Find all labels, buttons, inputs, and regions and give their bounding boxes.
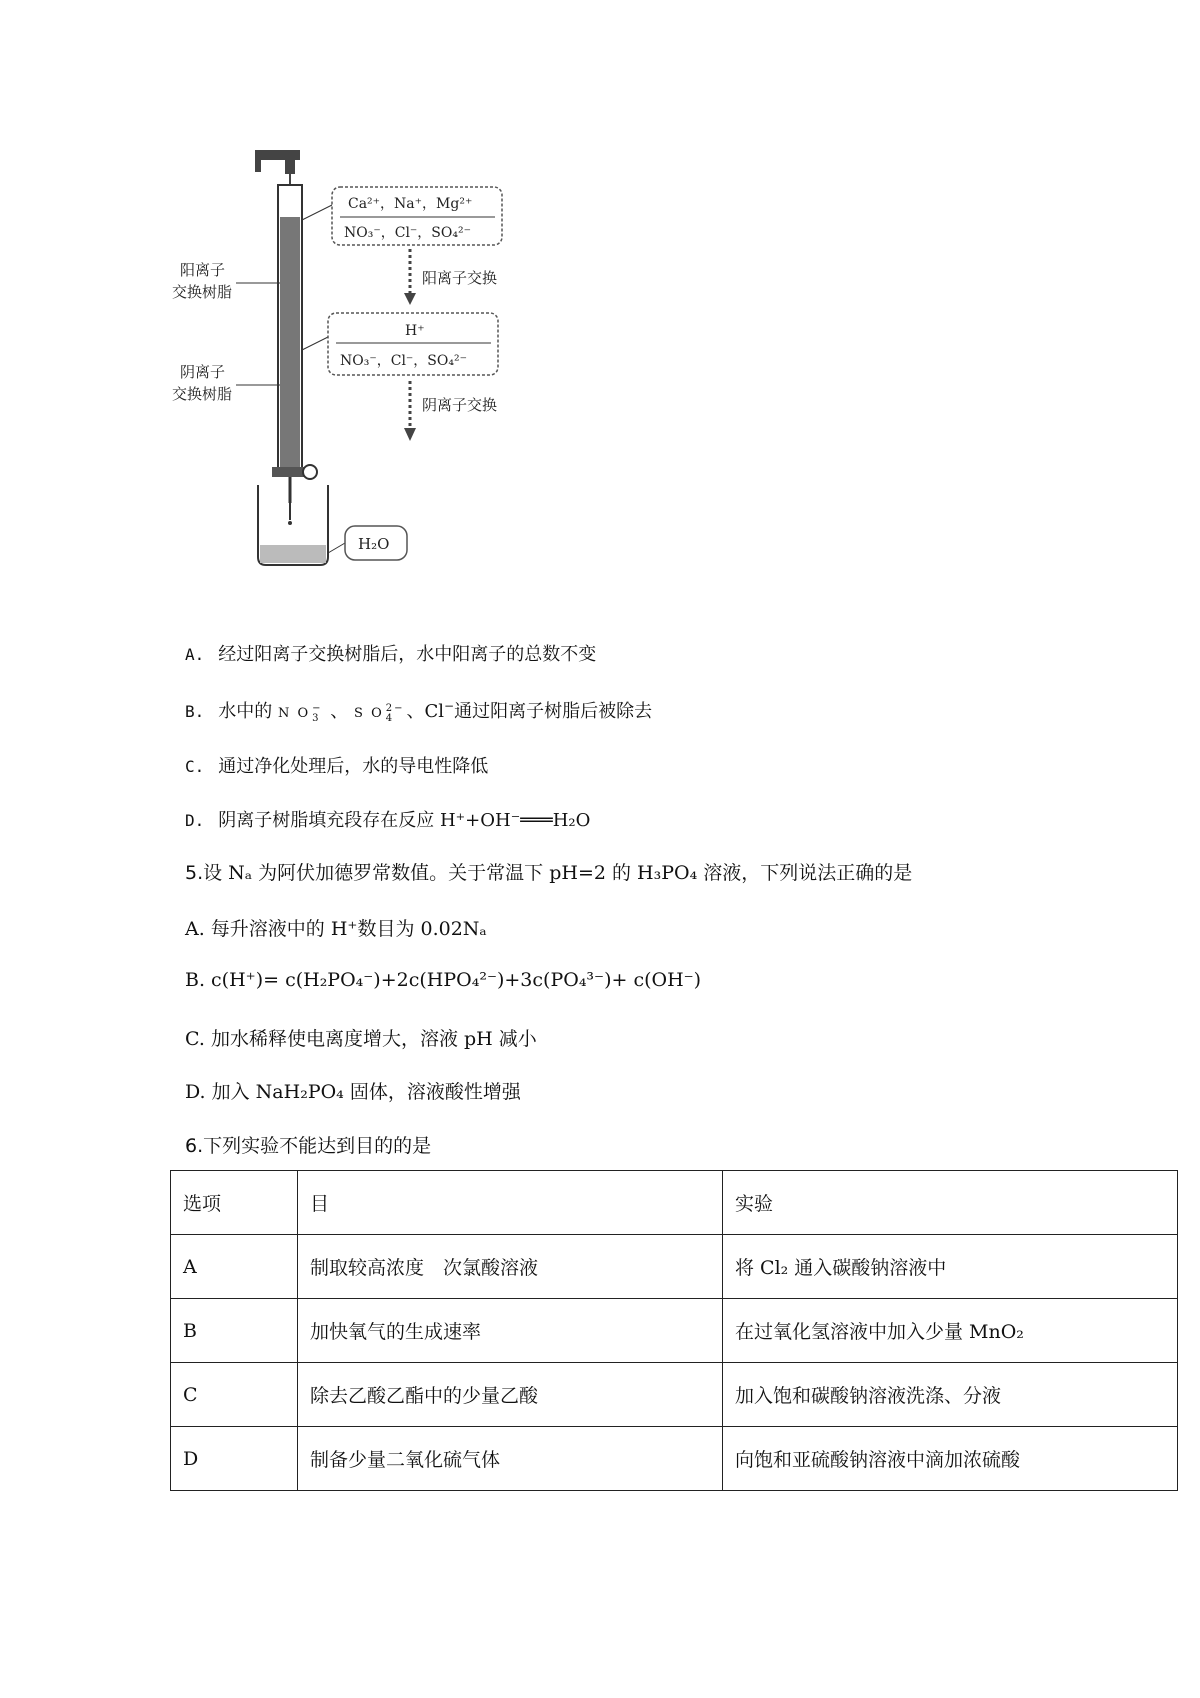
header-option: 选项	[171, 1171, 298, 1235]
box2-anions: NO₃⁻，Cl⁻，SO₄²⁻	[340, 353, 467, 369]
arrow2-label: 阴离子交换	[422, 396, 498, 414]
box1-anions: NO₃⁻，Cl⁻，SO₄²⁻	[344, 225, 471, 241]
experiment-table	[170, 1170, 1178, 1491]
table-row	[171, 1299, 1178, 1363]
q6-stem: 6.下列实验不能达到目的的是	[185, 1135, 432, 1157]
q4-option-d: D. 阴离子树脂填充段存在反应 H⁺+OH⁻═══H₂O	[185, 810, 591, 831]
sulfate-ion: S O 2− 4	[354, 702, 405, 724]
header-purpose: 目	[298, 1171, 723, 1235]
label-anion-resin-1: 阴离子	[180, 363, 226, 381]
q5-stem: 5.设 Nₐ 为阿伏加德罗常数值。关于常温下 pH=2 的 H₃PO₄ 溶液，下列说法正确的是	[185, 862, 913, 884]
row-option: A	[171, 1235, 298, 1299]
ion-exchange-diagram	[160, 145, 580, 615]
row-purpose: 制取较高浓度 次氯酸溶液	[298, 1235, 723, 1299]
table-row	[171, 1235, 1178, 1299]
row-experiment: 加入饱和碳酸钠溶液洗涤、分液	[723, 1363, 1178, 1427]
row-option: C	[171, 1363, 298, 1427]
label-cation-resin-2: 交换树脂	[172, 283, 233, 301]
beaker-icon	[258, 485, 328, 565]
q4-option-b: B. 水中的 N O − 3 、 S O 2− 4 、Cl−通过阳离子树脂后被除去	[185, 699, 653, 724]
box1-cations: Ca²⁺，Na⁺，Mg²⁺	[348, 196, 473, 212]
table-header-row	[171, 1171, 1178, 1235]
row-purpose: 除去乙酸乙酯中的少量乙酸	[298, 1363, 723, 1427]
q4-option-a: A. 经过阳离子交换树脂后，水中阳离子的总数不变	[185, 644, 597, 665]
box2-cation: H⁺	[405, 323, 425, 339]
ion-exchange-figure	[160, 145, 580, 615]
beaker-label: H₂O	[358, 535, 390, 553]
row-option: B	[171, 1299, 298, 1363]
nitrate-ion: N O − 3	[278, 702, 323, 724]
row-purpose: 加快氧气的生成速率	[298, 1299, 723, 1363]
q5-option-d: D. 加入 NaH₂PO₄ 固体，溶液酸性增强	[185, 1081, 521, 1103]
header-experiment: 实验	[723, 1171, 1178, 1235]
row-experiment: 将 Cl₂ 通入碳酸钠溶液中	[723, 1235, 1178, 1299]
row-purpose: 制备少量二氧化硫气体	[298, 1427, 723, 1491]
row-experiment: 在过氧化氢溶液中加入少量 MnO₂	[723, 1299, 1178, 1363]
q5-option-b: B. c(H⁺)= c(H₂PO₄⁻)+2c(HPO₄²⁻)+3c(PO₄³⁻)+ c(OH⁻)	[185, 969, 702, 991]
row-experiment: 向饱和亚硫酸钠溶液中滴加浓硫酸	[723, 1427, 1178, 1491]
arrow1-label: 阳离子交换	[422, 269, 498, 287]
label-cation-resin-1: 阳离子	[180, 261, 226, 279]
row-option: D	[171, 1427, 298, 1491]
table-row	[171, 1363, 1178, 1427]
label-anion-resin-2: 交换树脂	[172, 385, 233, 403]
faucet-icon	[255, 150, 300, 185]
table-row	[171, 1427, 1178, 1491]
column-icon	[272, 185, 317, 520]
q4-option-c: C. 通过净化处理后，水的导电性降低	[185, 756, 489, 777]
q5-option-c: C. 加水稀释使电离度增大，溶液 pH 减小	[185, 1028, 537, 1050]
q5-option-a: A. 每升溶液中的 H⁺数目为 0.02Nₐ	[185, 918, 487, 940]
